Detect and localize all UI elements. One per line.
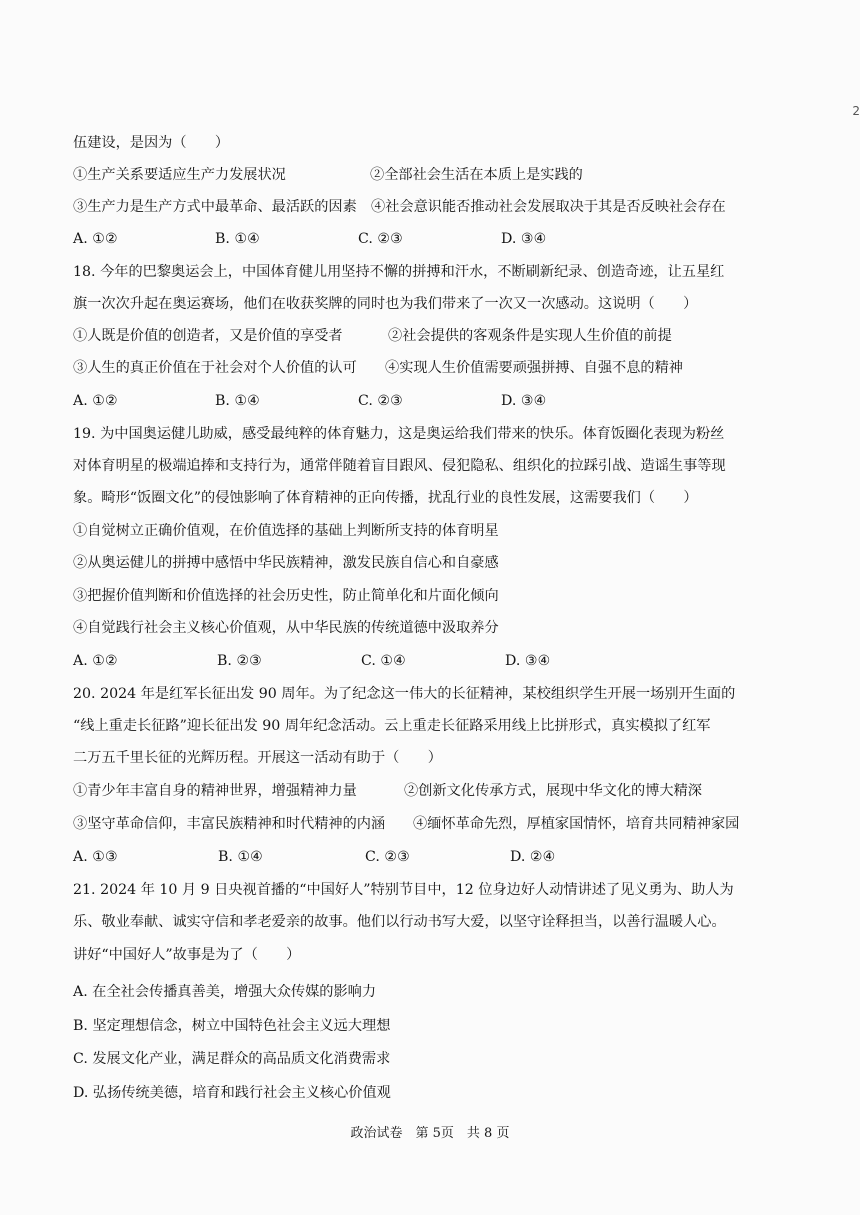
q20-stem-line-1: 20. 2024 年是红军长征出发 90 周年。为了纪念这一伟大的长征精神，某校组织学生开展一场别开生面的 [73,686,736,702]
q20-statement-1: ①青少年丰富自身的精神世界，增强精神力量 [73,783,357,799]
page-footer: 政治试卷 第 5页 共 8 页 [350,1126,510,1141]
q21-stem-line-2: 乐、敬业奉献、诚实守信和孝老爱亲的故事。他们以行动书写大爱，以坚守诠释担当，以善行温暖人心。 [73,914,726,930]
q19-statement-4: ④自觉践行社会主义核心价值观，从中华民族的传统道德中汲取养分 [73,620,499,636]
q19-statement-2: ②从奥运健儿的拼搏中感悟中华民族精神，激发民族自信心和自豪感 [73,555,499,571]
q20-statement-3: ③坚守革命信仰，丰富民族精神和时代精神的内涵 [73,816,386,832]
q19-stem-line-3: 象。畸形“饭圈文化”的侵蚀影响了体育精神的正向传播，扰乱行业的良性发展，这需要我们（ ） [73,490,698,506]
q17-option-a: A. ①② [73,231,118,247]
q18-statement-4: ④实现人生价值需要顽强拼搏、自强不息的精神 [385,360,683,376]
q21-option-c: C. 发展文化产业，满足群众的高品质文化消费需求 [73,1051,391,1067]
q18-statement-3: ③人生的真正价值在于社会对个人价值的认可 [73,360,357,376]
q19-option-b: B. ②③ [217,653,262,669]
q21-option-a: A. 在全社会传播真善美，增强大众传媒的影响力 [73,984,377,1000]
q19-statement-1: ①自觉树立正确价值观，在价值选择的基础上判断所支持的体育明星 [73,523,499,539]
q20-statement-4: ④缅怀革命先烈，厚植家国情怀，培育共同精神家园 [413,816,740,832]
q19-statement-3: ③把握价值判断和价值选择的社会历史性，防止简单化和片面化倾向 [73,588,499,604]
q19-option-d: D. ③④ [505,653,551,669]
page-edge-mark: 2 [852,104,860,118]
q19-stem-line-2: 对体育明星的极端追捧和支持行为，通常伴随着盲目跟风、侵犯隐私、组织化的拉踩引战、造谣生事等现 [73,458,726,474]
q17-option-d: D. ③④ [501,231,547,247]
q18-options [73,391,773,411]
q19-options [73,651,773,671]
q19-option-c: C. ①④ [361,653,406,669]
q19-option-a: A. ①② [73,653,118,669]
q17-statement-4: ④社会意识能否推动社会发展取决于其是否反映社会存在 [371,199,726,215]
q20-stem-line-2: “线上重走长征路”迎长征出发 90 周年纪念活动。云上重走长征路采用线上比拼形式，真实模拟了红军 [73,718,711,734]
q17-stem-tail: 伍建设，是因为（ ） [73,135,230,151]
q18-statement-1: ①人既是价值的创造者，又是价值的享受者 [73,328,343,344]
q20-option-a: A. ①③ [73,849,118,865]
q21-stem-line-3: 讲好“中国好人”故事是为了（ ） [73,947,301,963]
q18-option-b: B. ①④ [215,393,260,409]
q17-statement-1: ①生产关系要适应生产力发展状况 [73,167,286,183]
q21-stem-line-1: 21. 2024 年 10 月 9 日央视首播的“中国好人”特别节目中，12 位身边好人动情讲述了见义勇为、助人为 [73,882,734,898]
q18-stem-line-1: 18. 今年的巴黎奥运会上，中国体育健儿用坚持不懈的拼搏和汗水，不断刷新纪录、创造奇迹，让五星红 [73,264,725,280]
q17-option-b: B. ①④ [215,231,260,247]
q17-option-c: C. ②③ [358,231,403,247]
q18-option-c: C. ②③ [358,393,403,409]
q17-statement-2: ②全部社会生活在本质上是实践的 [370,167,583,183]
q18-statement-2: ②社会提供的客观条件是实现人生价值的前提 [388,328,672,344]
q20-options [73,847,773,867]
q19-stem-line-1: 19. 为中国奥运健儿助威，感受最纯粹的体育魅力，这是奥运给我们带来的快乐。体育饭圈化表现为粉丝 [73,426,725,442]
q20-option-c: C. ②③ [365,849,410,865]
q18-option-d: D. ③④ [501,393,547,409]
q20-option-d: D. ②④ [510,849,556,865]
q20-statement-2: ②创新文化传承方式，展现中华文化的博大精深 [404,783,702,799]
q17-statement-3: ③生产力是生产方式中最革命、最活跃的因素 [73,199,357,215]
q20-stem-line-3: 二万五千里长征的光辉历程。开展这一活动有助于（ ） [73,750,442,766]
q21-option-d: D. 弘扬传统美德，培育和践行社会主义核心价值观 [73,1085,391,1101]
q21-option-b: B. 坚定理想信念，树立中国特色社会主义远大理想 [73,1018,391,1034]
q18-option-a: A. ①② [73,393,118,409]
q20-option-b: B. ①④ [218,849,263,865]
q18-stem-line-2: 旗一次次升起在奥运赛场，他们在收获奖牌的同时也为我们带来了一次又一次感动。这说明（ ） [73,296,698,312]
q17-options [73,229,773,249]
